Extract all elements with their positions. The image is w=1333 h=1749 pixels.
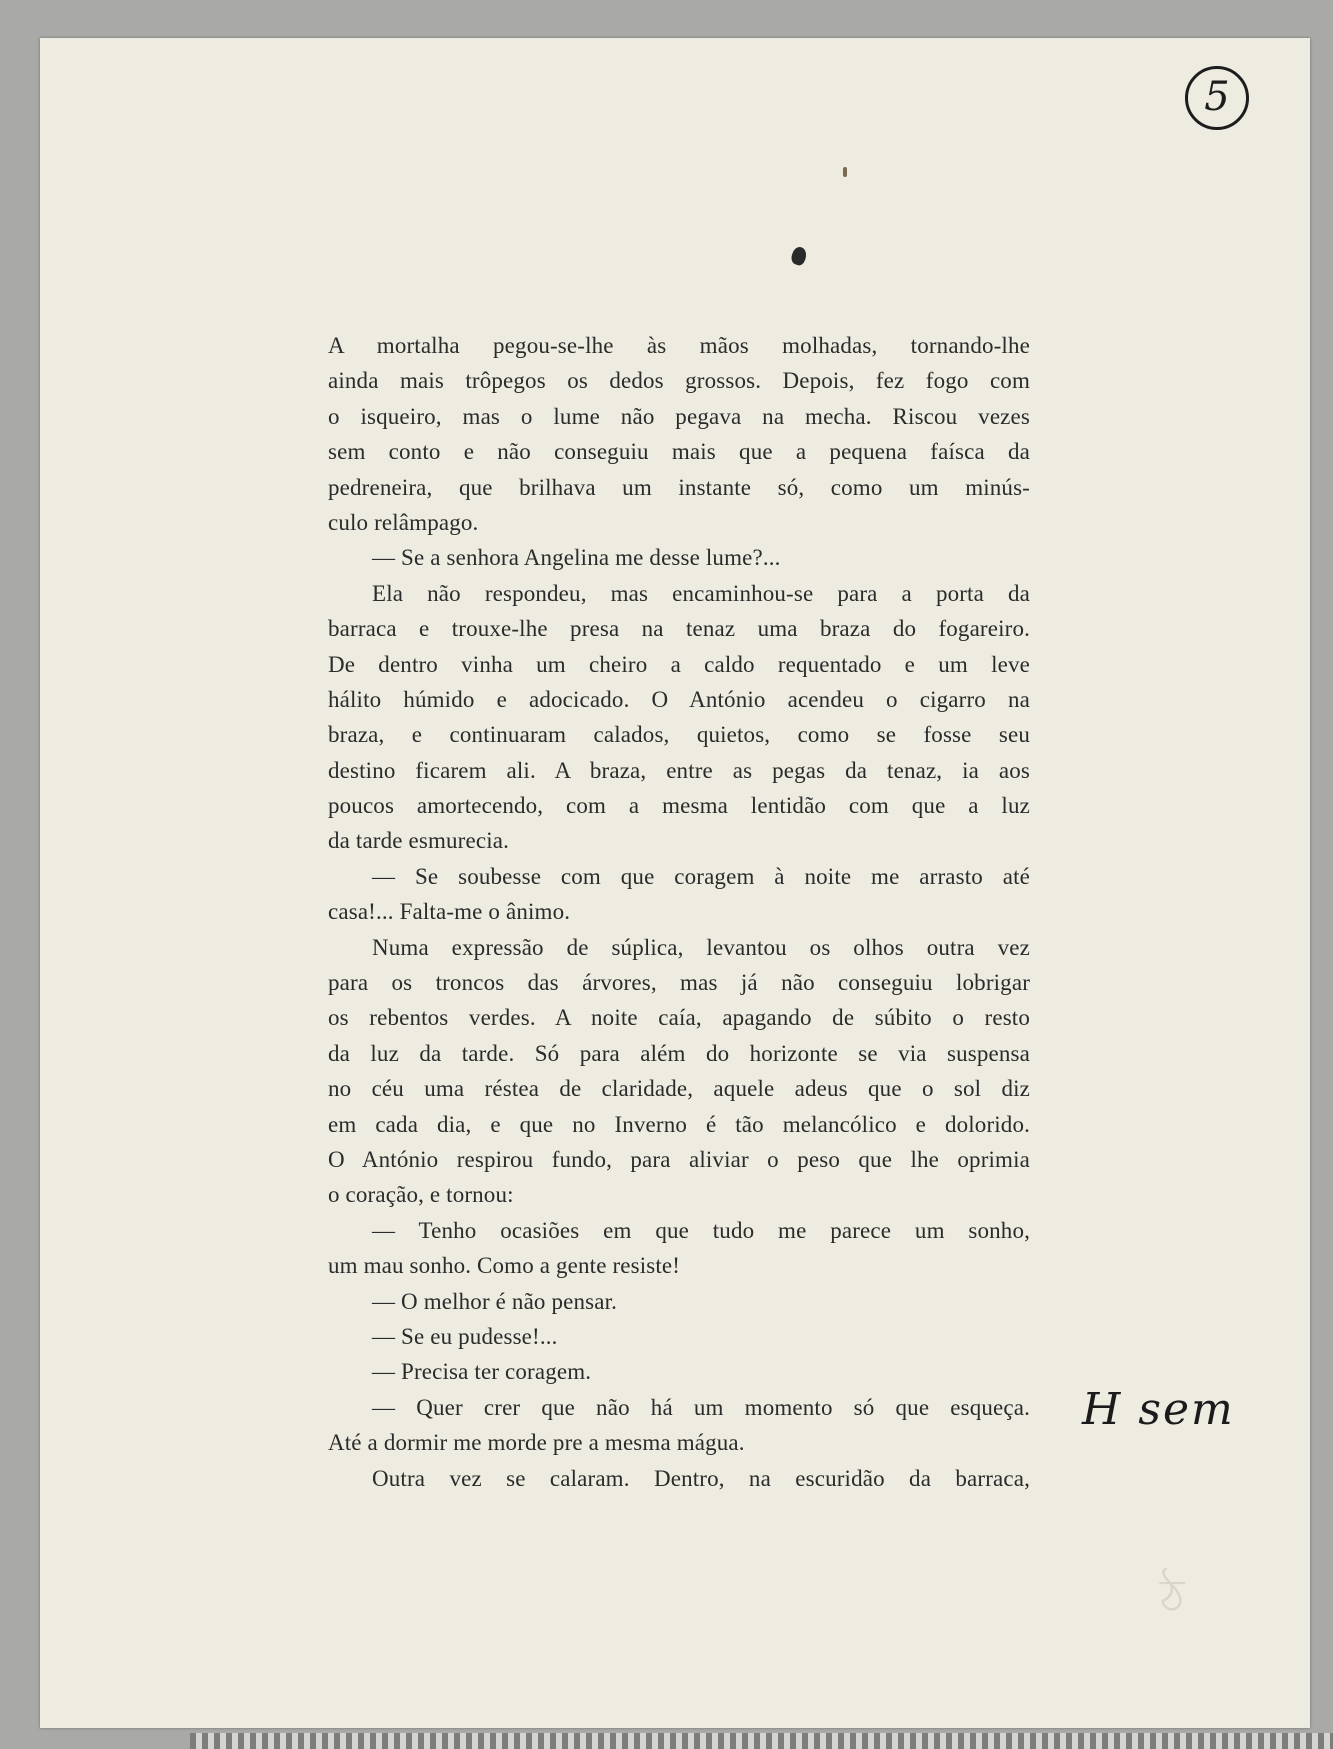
- text-line: — Se soubesse com que coragem à noite me arrasto até: [372, 863, 1030, 889]
- dialogue-paragraph: [328, 1319, 1030, 1354]
- text-line: — Se a senhora Angelina me desse lume?...: [372, 545, 781, 571]
- text-line: barraca e trouxe-lhe presa na tenaz uma braza do fogareiro.: [328, 616, 1030, 642]
- text-line: — Precisa ter coragem.: [372, 1359, 592, 1385]
- faint-pencil-mark: ঠ: [1160, 1569, 1185, 1623]
- text-line: Ela não respondeu, mas encaminhou-se para a porta da: [372, 580, 1030, 606]
- text-line: Outra vez se calaram. Dentro, na escuridão da barraca,: [372, 1465, 1030, 1491]
- text-line: sem conto e não conseguiu mais que a pequena faísca da: [328, 439, 1030, 465]
- paragraph: [328, 1461, 1030, 1496]
- text-line: casa!... Falta-me o ânimo.: [328, 899, 571, 925]
- text-line: Até a dormir me morde pre a mesma mágua.: [328, 1430, 745, 1456]
- text-line: destino ficarem ali. A braza, entre as pegas da tenaz, ia aos: [328, 757, 1030, 783]
- text-line: pedreneira, que brilhava um instante só, como um minús-: [328, 474, 1030, 500]
- text-line: A mortalha pegou-se-lhe às mãos molhadas, tornando-lhe: [328, 333, 1030, 358]
- dialogue-paragraph: [328, 540, 1030, 575]
- paragraph: [328, 328, 1030, 540]
- text-line: hálito húmido e adocicado. O António acendeu o cigarro na: [328, 686, 1030, 712]
- handwritten-margin-note: H sem: [1082, 1384, 1235, 1435]
- text-line: da luz da tarde. Só para além do horizonte se via suspensa: [328, 1040, 1030, 1066]
- ink-mark: [843, 167, 847, 177]
- text-line: o isqueiro, mas o lume não pegava na mecha. Riscou vezes: [328, 403, 1030, 429]
- text-line: — O melhor é não pensar.: [372, 1288, 618, 1314]
- dialogue-paragraph: [328, 1213, 1030, 1284]
- text-line: os rebentos verdes. A noite caía, apagando de súbito o resto: [328, 1005, 1030, 1031]
- text-line: poucos amortecendo, com a mesma lentidão com que a luz: [328, 793, 1030, 819]
- paragraph: [328, 576, 1030, 859]
- page-number: 5: [1185, 66, 1249, 130]
- text-line: da tarde esmurecia.: [328, 828, 509, 854]
- text-line: O António respirou fundo, para aliviar o peso que lhe oprimia: [328, 1146, 1030, 1172]
- dialogue-paragraph: [328, 859, 1030, 930]
- text-line: Numa expressão de súplica, levantou os olhos outra vez: [372, 934, 1030, 960]
- paragraph: [328, 930, 1030, 1213]
- text-line: em cada dia, e que no Inverno é tão melancólico e dolorido.: [328, 1111, 1030, 1137]
- text-line: no céu uma réstea de claridade, aquele adeus que o sol diz: [328, 1076, 1030, 1102]
- dialogue-paragraph: [328, 1354, 1030, 1389]
- text-line: culo relâmpago.: [328, 509, 479, 535]
- text-line: De dentro vinha um cheiro a caldo requentado e um leve: [328, 651, 1030, 677]
- dialogue-paragraph: [328, 1284, 1030, 1319]
- text-line: braza, e continuaram calados, quietos, como se fosse seu: [328, 722, 1030, 748]
- text-line: ainda mais trôpegos os dedos grossos. Depois, fez fogo com: [328, 368, 1030, 394]
- text-line: — Tenho ocasiões em que tudo me parece um sonho,: [372, 1217, 1030, 1243]
- text-line: — Se eu pudesse!...: [372, 1323, 558, 1349]
- text-line: o coração, e tornou:: [328, 1182, 514, 1208]
- scan-edge-strip: [190, 1733, 1333, 1749]
- text-line: um mau sonho. Como a gente resiste!: [328, 1253, 681, 1279]
- text-line: — Quer crer que não há um momento só que esqueça.: [372, 1394, 1030, 1420]
- dialogue-paragraph: [328, 1390, 1030, 1461]
- text-line: para os troncos das árvores, mas já não conseguiu lobrigar: [328, 970, 1030, 996]
- body-text: [328, 328, 1030, 1496]
